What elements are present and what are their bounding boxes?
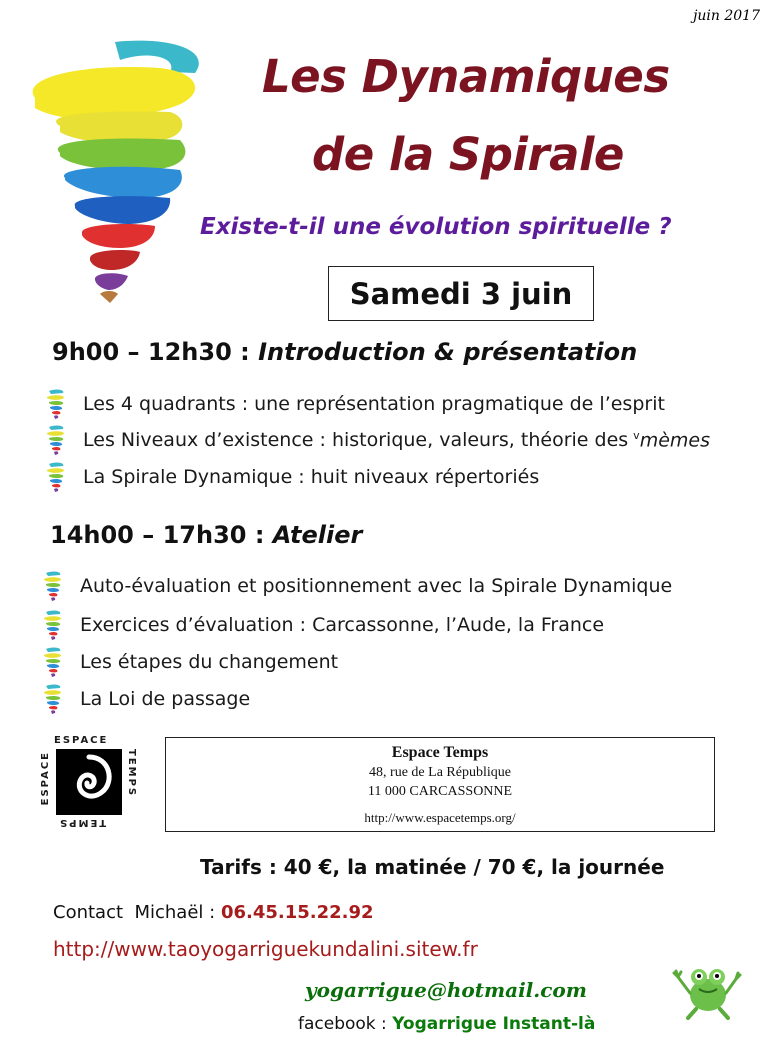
list-item-text: Exercices d’évaluation : Carcassonne, l’Aude, la France (80, 614, 605, 636)
title-line-2: de la Spirale (312, 128, 624, 181)
spiral-bullet-icon (42, 570, 64, 602)
facebook-line (298, 1014, 595, 1034)
logo-text-top: ESPACE (54, 735, 109, 746)
list-item-text: La Spirale Dynamique : huit niveaux répertoriés (83, 466, 540, 488)
contact-phone[interactable]: 06.45.15.22.92 (220, 902, 374, 923)
list-item (42, 609, 604, 641)
session-morning-name: Introduction & présentation (258, 338, 638, 366)
list-item-emphasis: mèmes (639, 429, 710, 452)
venue-box (165, 737, 715, 832)
spiral-icon (20, 28, 200, 303)
list-item-text: Les Niveaux d’existence : historique, valeurs, théorie des (83, 429, 629, 451)
list-item (45, 388, 665, 420)
spiral-bullet-icon (45, 461, 67, 493)
list-item-text: Les étapes du changement (80, 651, 339, 673)
spiral-bullet-icon (45, 388, 67, 420)
website-link[interactable]: http://www.taoyogarriguekundalini.sitew.fr (53, 937, 478, 961)
session-morning-time: 9h00 – 12h30 : (52, 338, 250, 366)
logo-text-bottom: TEMPS (58, 817, 107, 828)
list-item-text: Auto-évaluation et positionnement avec la Spirale Dynamique (80, 575, 673, 597)
title-line-1: Les Dynamiques (262, 50, 670, 103)
session-afternoon-heading (50, 521, 362, 549)
spiral-bullet-icon (42, 683, 64, 715)
venue-address: 48, rue de La République (369, 765, 511, 780)
contact-label: Contact Michaël : (53, 902, 221, 923)
venue-city: 11 000 CARCASSONNE (367, 784, 513, 799)
list-item (45, 424, 710, 456)
list-item-text: La Loi de passage (80, 688, 251, 710)
list-item (42, 683, 250, 715)
frog-icon (672, 955, 742, 1020)
event-date-box (328, 266, 594, 321)
spiral-bullet-icon (42, 609, 64, 641)
list-item (42, 646, 338, 678)
list-item-sup: v (633, 428, 640, 442)
contact-line (53, 902, 374, 923)
list-item (42, 570, 672, 602)
subtitle: Existe-t-il une évolution spirituelle ? (200, 214, 672, 240)
espace-temps-logo (40, 737, 140, 832)
tarifs: Tarifs : 40 €, la matinée / 70 €, la journée (200, 855, 665, 879)
facebook-name[interactable]: Yogarrigue Instant-là (392, 1014, 596, 1034)
list-item (45, 461, 539, 493)
session-morning-heading (52, 338, 637, 366)
spiral-bullet-icon (42, 646, 64, 678)
spiral-bullet-icon (45, 424, 67, 456)
date-label: juin 2017 (693, 8, 760, 24)
event-date: Samedi 3 juin (349, 276, 573, 311)
logo-text-left: ESPACE (40, 751, 51, 806)
facebook-label: facebook : (298, 1014, 393, 1034)
list-item-text: Les 4 quadrants : une représentation pragmatique de l’esprit (83, 393, 665, 415)
venue-name: Espace Temps (391, 744, 489, 761)
email-link[interactable]: yogarrigue@hotmail.com (305, 978, 587, 1002)
logo-text-right: TEMPS (126, 749, 137, 798)
session-afternoon-time: 14h00 – 17h30 : (50, 521, 265, 549)
venue-url[interactable]: http://www.espacetemps.org/ (364, 810, 516, 825)
session-afternoon-name: Atelier (272, 521, 363, 549)
